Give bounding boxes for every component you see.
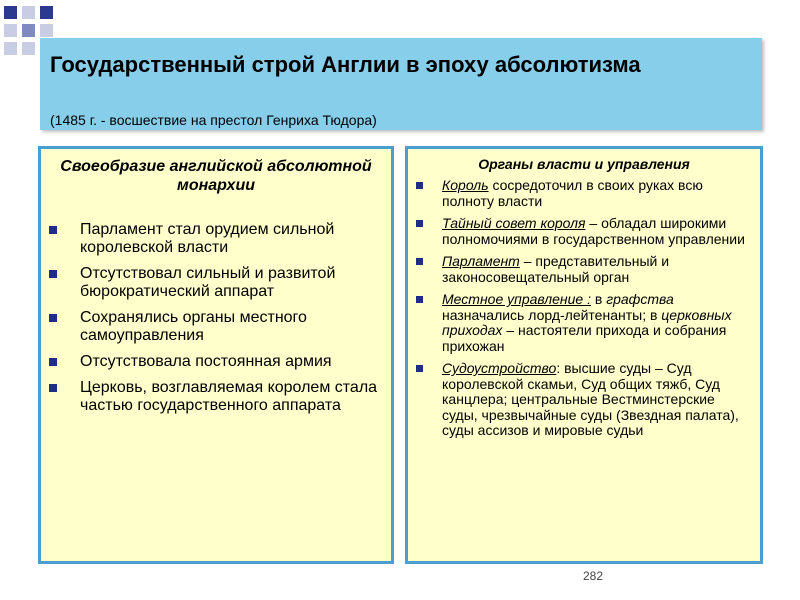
square-bullet-icon [49,270,57,278]
term-description: : высшие суды – Суд королевской скамьи, Суд общих тяжб, Суд канцлера; центральные Вестминстерские суды, чрезвычайные суды (Звездная палата), суды ассизов и мировые судьи [442,360,739,438]
list-item-text: Отсутствовала постоянная армия [80,353,332,370]
list-item [416,216,754,247]
right-panel [405,146,763,564]
term-description: сосредоточил в своих руках всю полноту власти [442,177,703,209]
term-description: – представительный и законосовещательный орган [442,253,670,285]
list-item [49,309,379,345]
square-bullet-icon [416,220,423,227]
left-panel-list [49,221,379,423]
list-item [416,178,754,209]
list-item-text: Сохранялись органы местного самоуправления [80,309,307,344]
term-privy-council: Тайный совет короля [442,215,586,231]
square-bullet-icon [416,296,423,303]
list-item-text: Парламент стал орудием сильной королевской власти [80,221,335,256]
square-bullet-icon [49,358,57,366]
square-bullet-icon [49,226,57,234]
square-bullet-icon [49,314,57,322]
square-bullet-icon [416,182,423,189]
square-bullet-icon [49,384,57,392]
title-banner [40,38,762,130]
term-description: назначались лорд-лейтенанты; в [442,306,662,323]
list-item [416,292,754,354]
term-king: Король [442,177,489,193]
term-judiciary: Судоустройство [442,360,557,376]
term-description: в [590,291,607,307]
list-item [416,361,754,439]
list-item [49,353,379,371]
term-description: – обладал широкими полномочиями в государственном управлении [442,215,745,247]
emphasis-counties: графства [606,291,674,307]
square-bullet-icon [416,258,423,265]
left-panel-heading: Своеобразие английской абсолютной монархии [60,158,372,194]
term-parliament: Парламент [442,253,520,269]
right-panel-heading: Органы власти и управления [478,156,690,172]
list-item [416,254,754,285]
page-number: 282 [583,569,604,583]
square-bullet-icon [416,365,423,372]
list-item-text: Отсутствовал сильный и развитой бюрократический аппарат [80,265,336,300]
term-description: – настоятели прихода и собрания прихожан [442,322,727,354]
list-item-text: Церковь, возглавляемая королем стала частью государственного аппарата [80,379,378,414]
list-item [49,265,379,301]
right-panel-list [416,178,754,446]
left-panel [38,146,394,564]
list-item [49,379,379,415]
slide-title: Государственный строй Англии в эпоху абсолютизма [50,52,641,77]
emphasis-parishes: церковных приходах [442,306,732,338]
term-local-government: Местное управление : [442,291,591,307]
slide-subtitle: (1485 г. - восшествие на престол Генриха Тюдора) [50,112,377,128]
list-item [49,221,379,257]
